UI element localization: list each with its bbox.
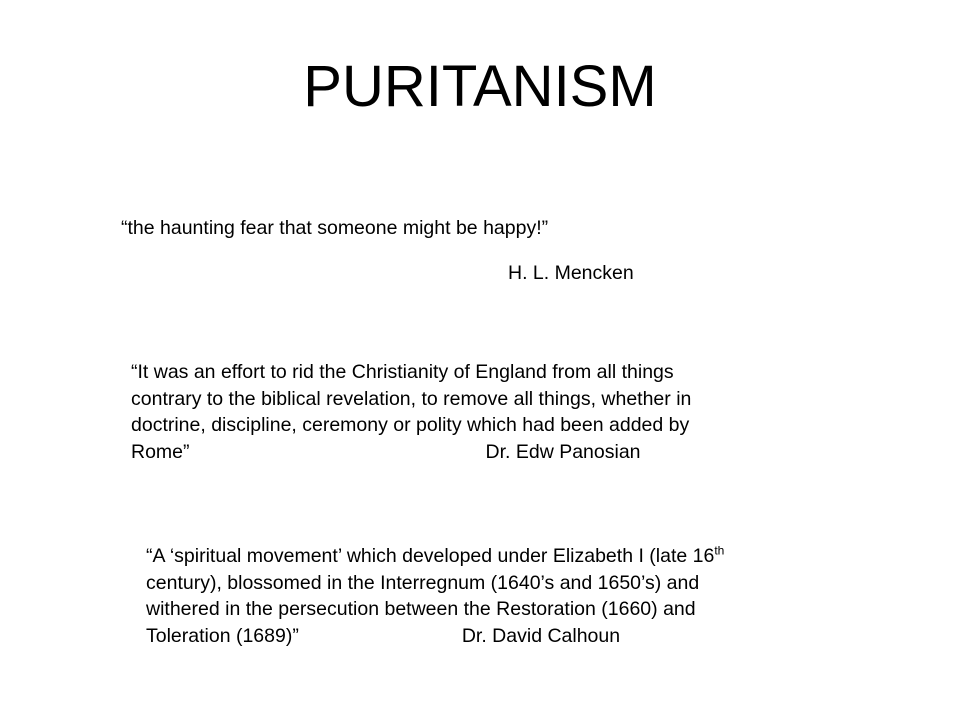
quote-calhoun-line: Toleration (1689)” — [146, 624, 299, 647]
quote-mencken-author: H. L. Mencken — [508, 262, 634, 284]
quote-calhoun — [146, 543, 886, 649]
slide-title: PURITANISM — [303, 54, 657, 119]
quote-calhoun-last-line — [146, 623, 886, 650]
quote-calhoun-first-line — [146, 543, 886, 570]
ordinal-superscript: th — [714, 543, 725, 558]
quote-panosian-last-line — [131, 439, 851, 466]
quote-panosian-line: doctrine, discipline, ceremony or polity which had been added by — [131, 414, 690, 436]
quote-calhoun-line: withered in the persecution between the Restoration (1660) and — [146, 598, 696, 620]
quote-mencken-text: “the haunting fear that someone might be happy!” — [121, 217, 549, 239]
quote-calhoun-author: Dr. David Calhoun — [461, 624, 621, 647]
quote-panosian-author: Dr. Edw Panosian — [485, 440, 641, 463]
quote-panosian-line: “It was an effort to rid the Christianity of England from all things — [131, 361, 674, 383]
quote-calhoun-line: “A ‘spiritual movement’ which developed under Elizabeth I (late 16 — [146, 545, 715, 567]
quote-panosian-line: contrary to the biblical revelation, to remove all things, whether in — [131, 387, 692, 410]
quote-panosian — [131, 359, 851, 465]
quote-panosian-line: Rome” — [131, 440, 190, 463]
quote-calhoun-line: century), blossomed in the Interregnum (1640’s and 1650’s) and — [146, 571, 700, 594]
